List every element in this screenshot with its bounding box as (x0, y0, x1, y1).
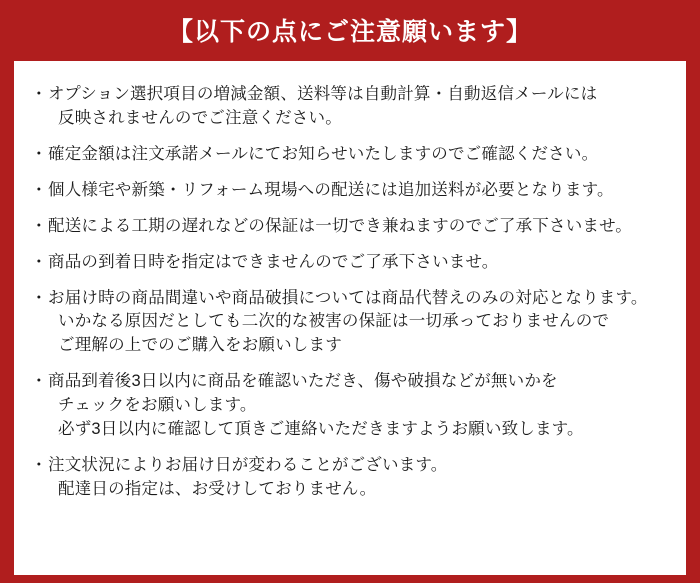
notice-line (30, 454, 670, 478)
notice-line (30, 251, 670, 275)
list-item (30, 370, 670, 442)
notice-line (30, 394, 670, 418)
notice-line-text: 反映されませんのでご注意ください。 (58, 108, 342, 127)
notice-line (30, 310, 670, 334)
notice-line-text: 個人様宅や新築・リフォーム現場への配送には追加送料が必要となります。 (48, 180, 614, 199)
notice-line (30, 287, 670, 311)
bullet-icon: ・ (30, 456, 48, 475)
list-item (30, 215, 670, 239)
bullet-icon: ・ (30, 216, 48, 235)
bullet-icon: ・ (30, 144, 48, 163)
notice-line-text: チェックをお願いします。 (58, 396, 257, 415)
notice-body (14, 61, 686, 575)
notice-title: 【以下の点にご注意願います】 (167, 18, 532, 46)
notice-line (30, 215, 670, 239)
notice-line (30, 107, 670, 131)
notice-line-text: オプション選択項目の増減金額、送料等は自動計算・自動返信メールには (48, 85, 598, 103)
list-item (30, 454, 670, 502)
list-item (30, 83, 670, 131)
notice-line-text: ご理解の上でのご購入をお願いします (58, 336, 342, 355)
notice-line-text: 配達日の指定は、お受けしておりません。 (58, 479, 377, 498)
notice-line (30, 179, 670, 203)
notice-line (30, 83, 670, 107)
notice-line (30, 370, 670, 394)
notice-line-text: 必ず3日以内に確認して頂きご連絡いただきますようお願い致します。 (58, 420, 584, 439)
notice-line-text: 商品の到着日時を指定はできませんのでご了承下さいませ。 (48, 252, 499, 271)
list-item (30, 251, 670, 275)
list-item (30, 143, 670, 167)
notice-line-text: 商品到着後3日以内に商品を確認いただき、傷や破損などが無いかを (48, 372, 558, 391)
notice-line-text: いかなる原因だとしても二次的な被害の保証は一切承っておりませんので (58, 312, 610, 331)
notice-line (30, 334, 670, 358)
bullet-icon: ・ (30, 180, 48, 199)
notice-line (30, 143, 670, 167)
notice-line (30, 478, 670, 502)
notice-line-text: お届け時の商品間違いや商品破損については商品代替えのみの対応となります。 (48, 288, 648, 307)
bullet-icon: ・ (30, 288, 48, 307)
notice-line (30, 418, 670, 442)
bullet-icon: ・ (30, 372, 48, 391)
notice-line-text: 注文状況によりお届け日が変わることがございます。 (48, 456, 448, 475)
list-item (30, 179, 670, 203)
list-item (30, 287, 670, 359)
bullet-icon: ・ (30, 252, 48, 271)
notice-list (30, 83, 670, 502)
notice-line-text: 配送による工期の遅れなどの保証は一切でき兼ねますのでご了承下さいませ。 (48, 216, 633, 235)
bullet-icon: ・ (30, 85, 48, 103)
notice-line-text: 確定金額は注文承諾メールにてお知らせいたしますのでご確認ください。 (48, 144, 599, 163)
